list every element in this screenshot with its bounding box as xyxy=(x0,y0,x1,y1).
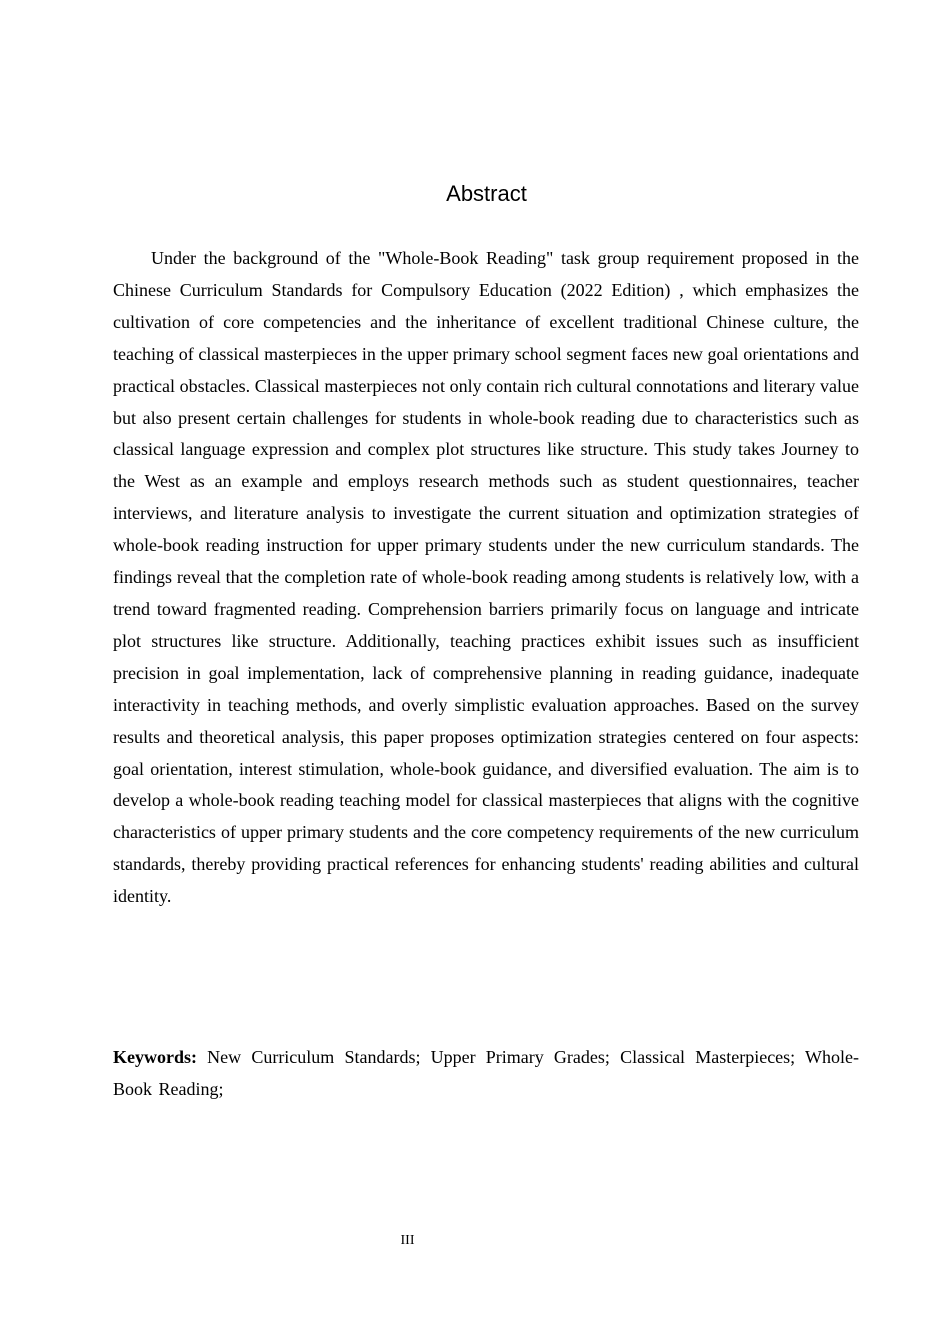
abstract-title: Abstract xyxy=(446,181,527,206)
keywords-text: New Curriculum Standards; Upper Primary Grades; Classical Masterpieces; Whole-Book Reading; xyxy=(113,1047,859,1099)
keywords-label: Keywords: xyxy=(113,1047,197,1067)
keywords-line xyxy=(113,1041,859,1105)
abstract-paragraph: Under the background of the "Whole-Book Reading" task group requirement proposed in the Chinese Curriculum Standards for Compulsory Education (2022 Edition) , which emphasizes the cultivation of core competencies and the inheritance of excellent traditional Chinese culture, the teaching of classical masterpieces in the upper primary school segment faces new goal orientations and practical obstacles. Classical masterpieces not only contain rich cultural connotations and literary value but also present certain challenges for students in whole-book reading due to characteristics such as classical language expression and complex plot structures like structure. This study takes Journey to the West as an example and employs research methods such as student questionnaires, teacher interviews, and literature analysis to investigate the current situation and optimization strategies of whole-book reading instruction for upper primary students under the new curriculum standards. The findings reveal that the completion rate of whole-book reading among students is relatively low, with a trend toward fragmented reading. Comprehension barriers primarily focus on language and intricate plot structures like structure. Additionally, teaching practices exhibit issues such as insufficient precision in goal implementation, lack of comprehensive planning in reading guidance, inadequate interactivity in teaching methods, and overly simplistic evaluation approaches. Based on the survey results and theoretical analysis, this paper proposes optimization strategies centered on four aspects: goal orientation, interest stimulation, whole-book guidance, and diversified evaluation. The aim is to develop a whole-book reading teaching model for classical masterpieces that aligns with the cognitive characteristics of upper primary students and the core competency requirements of the new curriculum standards, thereby providing practical references for enhancing students' reading abilities and cultural identity. xyxy=(113,248,859,907)
page-number: III xyxy=(400,1233,415,1248)
